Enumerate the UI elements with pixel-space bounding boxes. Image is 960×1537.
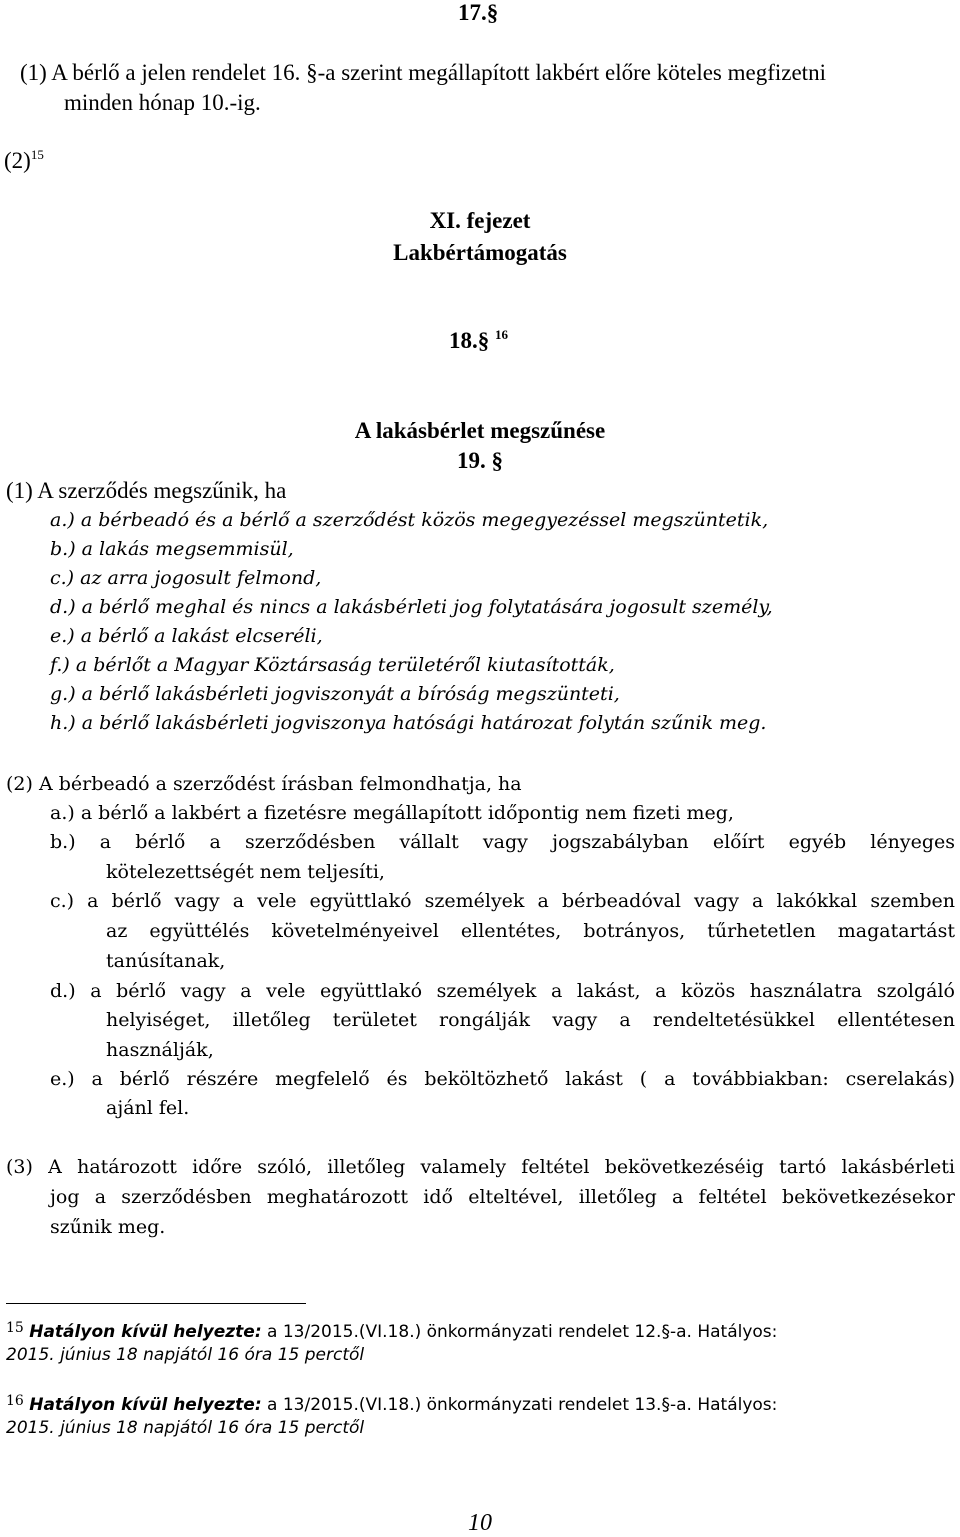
footnote-16-line2: [6, 1418, 364, 1438]
p1-item-a: [50, 509, 768, 531]
p1-item-g: [50, 683, 620, 705]
p1-item-c: [50, 567, 321, 589]
p2-item-d-line3: használják,: [106, 1039, 214, 1061]
item-text: az arra jogosult felmond,: [74, 567, 322, 589]
footnote-text: a 13/2015.(VI.18.) önkormányzati rendelet 12.§-a. Hatályos:: [261, 1322, 778, 1342]
footnote-ref-15: 15: [30, 147, 44, 162]
item-text: a bérlő meghal és nincs a lakásbérleti jog folytatására jogosult személy,: [75, 596, 773, 618]
item-text: a bérbeadó és a bérlő a szerződést közös megegyezéssel megszüntetik,: [74, 509, 769, 531]
footnote-date: 2015. június 18 napjától 16 óra 15 perctől: [6, 1418, 365, 1438]
p1-item-b: [50, 538, 294, 560]
p2-item-a: a.) a bérlő a lakbért a fizetésre megállapított időpontig nem fizeti meg,: [50, 802, 734, 824]
chapter-number: XI. fejezet: [429, 208, 531, 233]
sec17-para1-line1: (1) A bérlő a jelen rendelet 16. §-a szerint megállapított lakbért előre köteles megfizetni: [20, 60, 826, 85]
item-letter: c.): [50, 567, 75, 589]
footnote-date: 2015. június 18 napjától 16 óra 15 perctől: [6, 1345, 365, 1365]
footnote-label: Hatályon kívül helyezte:: [29, 1322, 262, 1342]
footnote-ref-16: 16: [495, 327, 508, 342]
para2-label: (2): [4, 148, 31, 173]
footnote-number: 16: [6, 1393, 24, 1409]
para1-intro: (1) A szerződés megszűnik, ha: [6, 478, 287, 503]
section-18-heading: [449, 328, 508, 354]
para3-line3: szűnik meg.: [50, 1216, 166, 1238]
p2-item-b-line2: kötelezettségét nem teljesíti,: [106, 861, 385, 883]
item-letter: f.): [50, 654, 70, 676]
sec17-para1-line2: minden hónap 10.-ig.: [64, 90, 261, 115]
p1-item-d: [50, 596, 773, 618]
p2-item-e-line1: e.) a bérlő részére megfelelő és beköltözhető lakást ( a továbbiakban: cserelakás): [50, 1068, 955, 1090]
p1-item-f: [50, 654, 615, 676]
item-letter: d.): [50, 596, 76, 618]
p2-item-c-line3: tanúsítanak,: [106, 950, 226, 972]
item-letter: h.): [50, 712, 76, 734]
p2-item-c-line2: az együttélés követelményeivel ellentétes, botrányos, tűrhetetlen magatartást: [106, 920, 955, 942]
termination-title: A lakásbérlet megszűnése: [354, 418, 606, 443]
para3-line1: (3) A határozott időre szóló, illetőleg valamely feltétel bekövetkezéséig tartó lakásbérleti: [6, 1156, 955, 1178]
item-text: a bérlőt a Magyar Köztársaság területéről kiutasították,: [69, 654, 615, 676]
p2-item-d-line2: helyiséget, illetőleg területet rongálják vagy a rendeltetésükkel ellentétesen: [106, 1009, 955, 1031]
p2-item-b-line1: b.) a bérlő a szerződésben vállalt vagy jogszabályban előírt egyéb lényeges: [50, 831, 955, 853]
footnote-separator: [6, 1303, 306, 1304]
sec17-para2: [4, 148, 44, 174]
footnote-16-line1: [6, 1393, 777, 1415]
p1-item-e: [50, 625, 323, 647]
footnote-15-line2: [6, 1345, 364, 1365]
p2-item-c-line1: c.) a bérlő vagy a vele együttlakó személyek a bérbeadóval vagy a lakókkal szemben: [50, 890, 955, 912]
para2-intro: (2) A bérbeadó a szerződést írásban felmondhatja, ha: [6, 773, 522, 795]
item-letter: b.): [50, 538, 76, 560]
footnote-15-line1: [6, 1320, 777, 1342]
item-text: a bérlő a lakást elcseréli,: [74, 625, 323, 647]
item-letter: e.): [50, 625, 75, 647]
p2-item-d-line1: d.) a bérlő vagy a vele együttlakó személyek a lakást, a közös használatra szolgáló: [50, 980, 955, 1002]
page-number: 10: [468, 1510, 492, 1536]
section-17-heading: 17.§: [458, 0, 499, 25]
para3-line2: jog a szerződésben meghatározott idő elteltével, illetőleg a feltétel bekövetkezésekor: [50, 1186, 955, 1208]
item-letter: g.): [50, 683, 76, 705]
item-letter: a.): [50, 509, 75, 531]
footnote-number: 15: [6, 1320, 24, 1336]
footnote-text: a 13/2015.(VI.18.) önkormányzati rendelet 13.§-a. Hatályos:: [261, 1395, 778, 1415]
footnote-label: Hatályon kívül helyezte:: [29, 1395, 262, 1415]
item-text: a bérlő lakásbérleti jogviszonyát a bíróság megszünteti,: [75, 683, 620, 705]
item-text: a bérlő lakásbérleti jogviszonya hatósági határozat folytán szűnik meg.: [75, 712, 767, 734]
section-18-label: 18.§: [449, 328, 490, 353]
p1-item-h: [50, 712, 766, 734]
section-19-heading: 19. §: [457, 448, 503, 473]
item-text: a lakás megsemmisül,: [75, 538, 294, 560]
chapter-title: Lakbértámogatás: [393, 240, 567, 265]
p2-item-e-line2: ajánl fel.: [106, 1097, 190, 1119]
